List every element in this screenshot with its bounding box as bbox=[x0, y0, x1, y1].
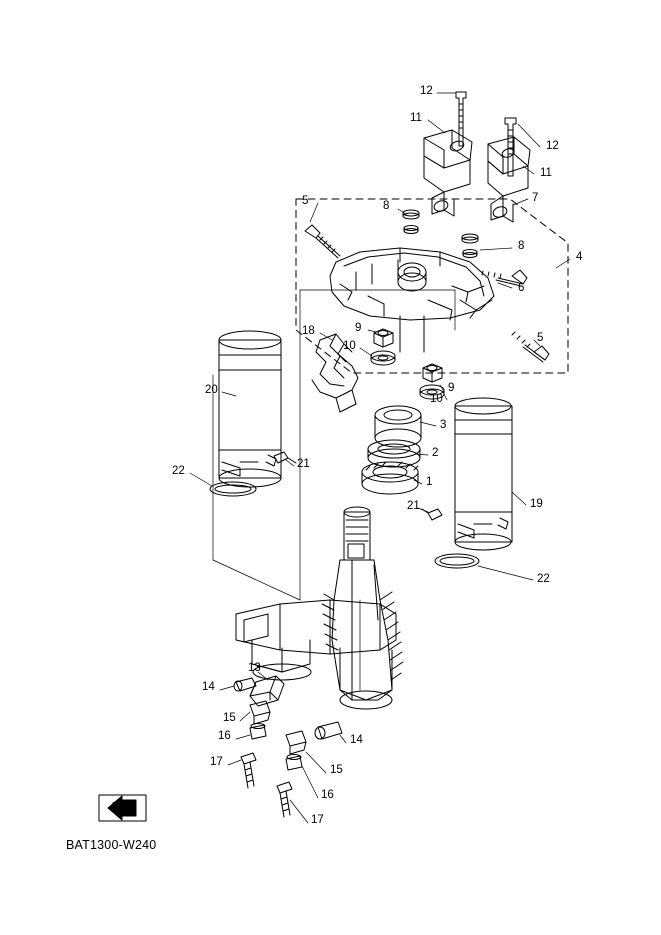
callout-22-left: 22 bbox=[172, 465, 185, 477]
callout-15-right: 15 bbox=[330, 764, 343, 776]
callout-12-upper-left: 12 bbox=[420, 85, 433, 97]
part-15-left bbox=[250, 701, 270, 724]
handlebar-holder-upper-left bbox=[424, 130, 472, 168]
callout-22-right: 22 bbox=[537, 573, 550, 585]
callout-9-left: 9 bbox=[355, 322, 362, 334]
bolt-17-right bbox=[277, 782, 292, 817]
bolt-5-left bbox=[305, 225, 340, 258]
callout-10-right: 10 bbox=[430, 393, 443, 405]
callout-13: 13 bbox=[248, 662, 261, 674]
handlebar-holder-upper-right bbox=[488, 137, 530, 174]
callout-21-right: 21 bbox=[407, 500, 420, 512]
steering-stem-shaft bbox=[400, 316, 424, 352]
callout-1: 1 bbox=[426, 476, 433, 488]
callout-16-left: 16 bbox=[218, 730, 231, 742]
part-14-right-cap bbox=[315, 722, 342, 739]
callout-7: 7 bbox=[532, 192, 539, 204]
callout-15-left: 15 bbox=[223, 712, 236, 724]
lower-bracket-assembly bbox=[236, 507, 403, 709]
callout-5-left: 5 bbox=[302, 195, 309, 207]
bolt-5-right bbox=[512, 332, 549, 362]
part-15-right bbox=[286, 731, 306, 754]
callout-8-left: 8 bbox=[383, 200, 390, 212]
callout-18: 18 bbox=[302, 325, 315, 337]
callout-20: 20 bbox=[205, 384, 218, 396]
oring-22-right bbox=[435, 554, 479, 568]
callout-14-right: 14 bbox=[350, 734, 363, 746]
callout-11-upper-right: 11 bbox=[540, 167, 552, 179]
callout-9-right: 9 bbox=[448, 382, 455, 394]
fork-tube-19 bbox=[455, 398, 512, 550]
nut-9-left bbox=[374, 329, 393, 347]
callout-3: 3 bbox=[440, 419, 447, 431]
part-16-left bbox=[250, 724, 266, 740]
upper-bracket-crown bbox=[330, 248, 494, 320]
oring-22-left bbox=[210, 482, 256, 496]
callout-12-upper-right: 12 bbox=[546, 140, 559, 152]
callout-pointers bbox=[190, 93, 570, 823]
callout-11-upper-left: 11 bbox=[410, 112, 422, 124]
callout-19: 19 bbox=[530, 498, 543, 510]
diagram-part-code: BAT1300-W240 bbox=[66, 838, 157, 852]
callout-6: 6 bbox=[518, 282, 525, 294]
callout-5-right: 5 bbox=[537, 332, 544, 344]
handlebar-clamp-left bbox=[424, 156, 470, 216]
callout-8-right: 8 bbox=[518, 240, 525, 252]
bolt-21-left bbox=[274, 452, 296, 463]
fork-tube-20 bbox=[219, 331, 281, 487]
washer-8-right bbox=[462, 234, 478, 258]
part-16-right bbox=[286, 755, 302, 771]
callout-14-left: 14 bbox=[202, 681, 215, 693]
callout-2: 2 bbox=[432, 447, 439, 459]
fwd-direction-label: FWD bbox=[112, 800, 137, 812]
part-13-bolt bbox=[250, 676, 284, 706]
callout-21-left: 21 bbox=[297, 458, 310, 470]
callout-16-right: 16 bbox=[321, 789, 334, 801]
bolt-17-left bbox=[241, 753, 256, 788]
washer-10-left bbox=[371, 351, 395, 365]
callout-17-left: 17 bbox=[210, 756, 223, 768]
callout-17-right: 17 bbox=[311, 814, 324, 826]
callout-10-left: 10 bbox=[343, 340, 356, 352]
callout-4: 4 bbox=[576, 251, 583, 263]
